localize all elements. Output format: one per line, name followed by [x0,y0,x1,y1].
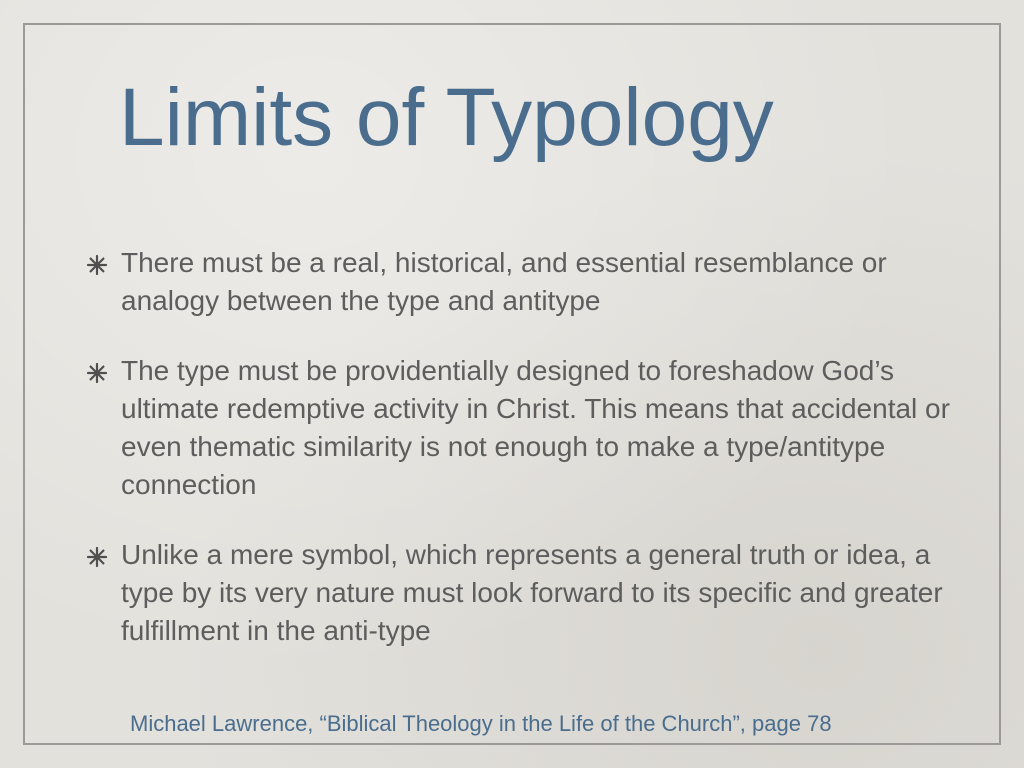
asterisk-star-icon [85,361,109,385]
asterisk-star-icon [85,253,109,277]
bullet-text: Unlike a mere symbol, which represents a general truth or idea, a type by its very nature must look forward to its specific and greater fulfillment in the anti-type [121,539,943,646]
citation: Michael Lawrence, “Biblical Theology in the Life of the Church”, page 78 [130,711,832,736]
bullet-text: The type must be providentially designed to foreshadow God’s ultimate redemptive activity in Christ. This means that accidental or even thematic similarity is not enough to make a type/antitype connection [121,355,950,500]
bullet-text: There must be a real, historical, and essential resemblance or analogy between the type and antitype [121,247,887,316]
asterisk-star-icon [85,545,109,569]
bullet-item [85,352,955,504]
bullet-item [85,244,955,320]
bullet-list [85,244,955,682]
bullet-item [85,536,955,650]
slide-title: Limits of Typology [119,72,774,163]
